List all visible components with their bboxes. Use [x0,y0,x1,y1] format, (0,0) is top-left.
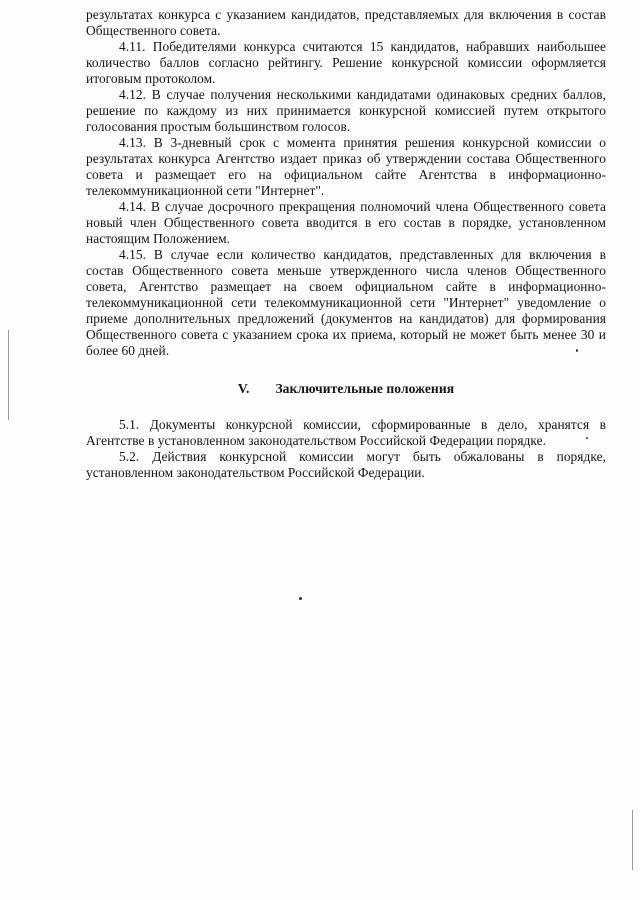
section-number: V. [237,381,250,396]
section-heading [86,381,606,397]
paragraph-4-14: 4.14. В случае досрочного прекращения полномочий члена Общественного совета новый член Общественного совета вводится в его состав в порядке, установленном настоящим Положением. [86,199,606,246]
paragraph-4-11: 4.11. Победителями конкурса считаются 15 кандидатов, набравших наибольшее количество баллов согласно рейтингу. Решение конкурсной комиссии оформляется итоговым протоколом. [86,39,606,86]
document-body [86,7,606,481]
paragraph-intro-tail: результатах конкурса с указанием кандидатов, представляемых для включения в состав Общественного совета. [86,7,606,38]
scan-speck [299,597,302,600]
paragraph-4-13: 4.13. В 3-дневный срок с момента принятия решения конкурсной комиссии о результатах конкурса Агентство издает приказ об утверждении состава Общественного совета и размещает его на официальном сайте Агентства в информационно-телекоммуникационной сети "Интернет". [86,135,606,198]
scan-speck [586,437,588,439]
paragraph-5-2: 5.2. Действия конкурсной комиссии могут быть обжалованы в порядке, установленном законодательством Российской Федерации. [86,449,606,480]
scan-edge-left [8,330,9,420]
paragraph-4-15: 4.15. В случае если количество кандидатов, представленных для включения в состав Общественного совета меньше утвержденного числа членов Общественного совета, Агентство размещает на своем официальном сайте в информационно-телекоммуникационной сети телекоммуникационной сети "Интернет" уведомление о приеме дополнительных предложений (документов на кандидатов) для формирования Общественного совета с указанием срока их приема, который не может быть менее 30 и более 60 дней. [86,247,606,358]
scan-edge-right [632,810,633,870]
paragraph-5-1: 5.1. Документы конкурсной комиссии, сформированные в дело, хранятся в Агентстве в установленном законодательством Российской Федерации порядке. [86,417,606,448]
scan-speck [576,349,578,352]
paragraph-4-12: 4.12. В случае получения несколькими кандидатами одинаковых средних баллов, решение по каждому из них принимается конкурсной комиссией путем открытого голосования простым большинством голосов. [86,87,606,134]
section-title: Заключительные положения [275,381,455,396]
